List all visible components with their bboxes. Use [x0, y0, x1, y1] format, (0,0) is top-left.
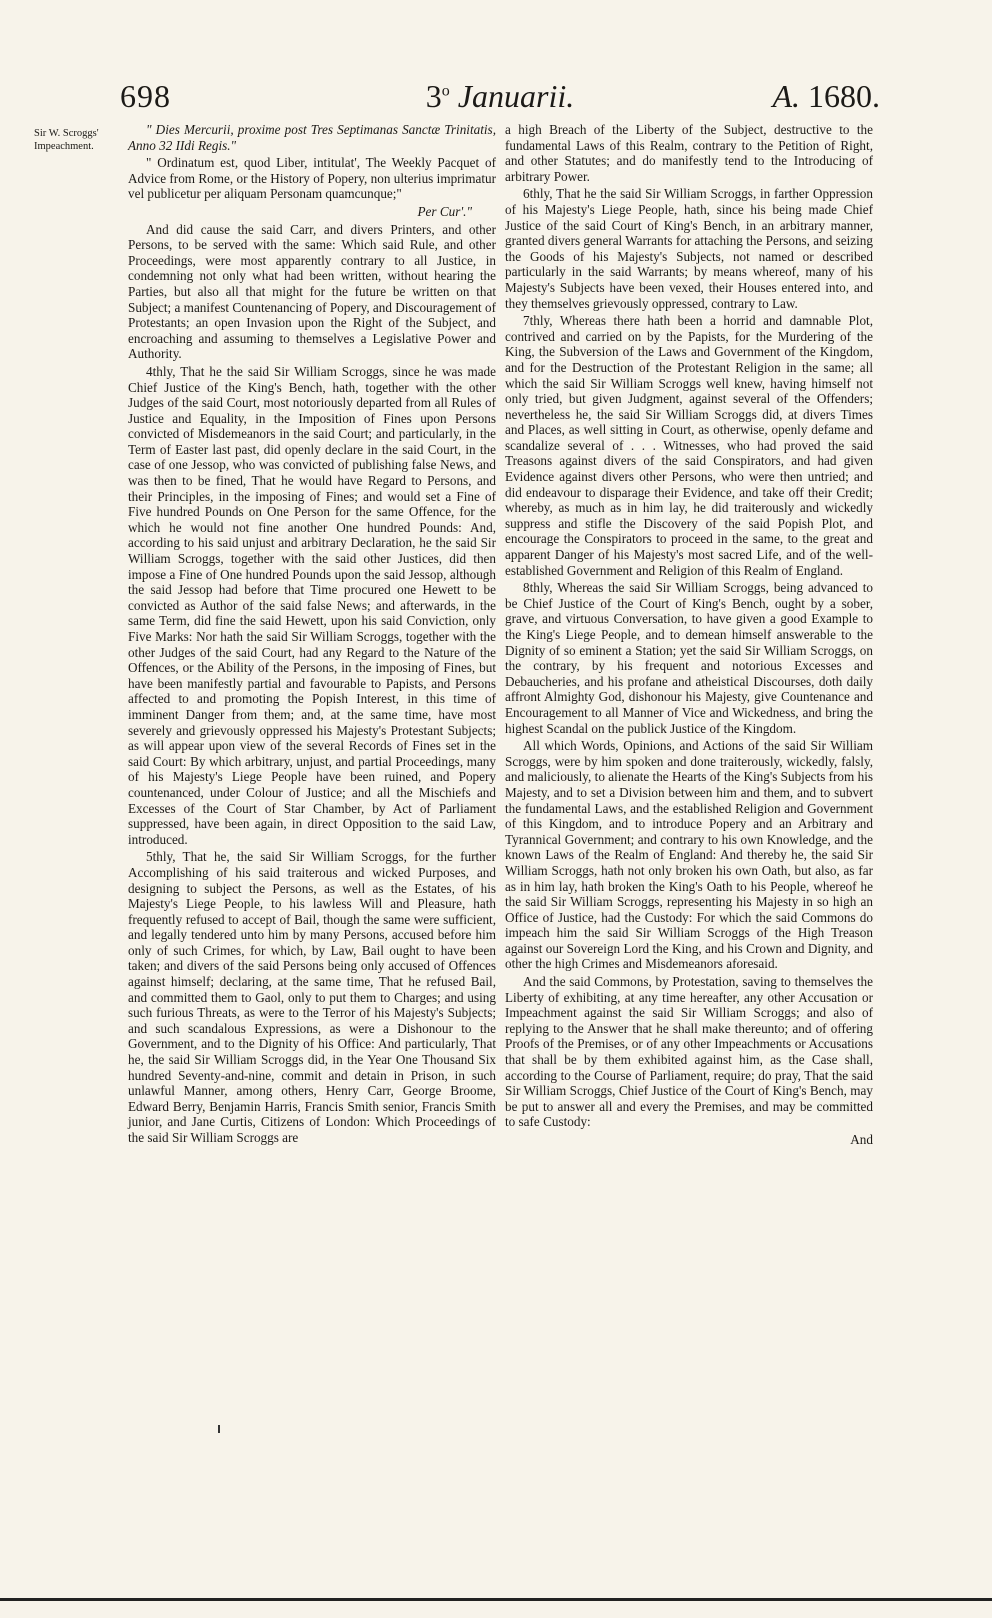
- date-month: Januarii.: [457, 78, 575, 114]
- right-column: [505, 122, 873, 1148]
- paragraph: 6thly, That he the said Sir William Scroggs, in farther Oppression of his Majesty's Liege People, hath, since his being made Chief Justice of the said Court of King's Bench, in an arbitrary manner, granted divers general Warrants for attaching the Persons, and seizing the Goods of his Majesty's Subjects, not named or described particularly in the said Warrants; by means whereof, many of his Majesty's Subjects have been vexed, their Houses entered into, and they themselves grievously oppressed, contrary to Law.: [505, 186, 873, 311]
- paragraph: " Ordinatum est, quod Liber, intitulat', The Weekly Pacquet of Advice from Rome, or the History of Popery, non ulterius imprimatur vel publicetur per aliquam Personam quamcunque;": [128, 155, 496, 202]
- paragraph: 8thly, Whereas the said Sir William Scroggs, being advanced to be Chief Justice of the Court of King's Bench, ought by a sober, grave, and virtuous Conversation, to have given a good Example to the King's Liege People, and to demean himself answerable to the Dignity of so eminent a Station; yet the said Sir William Scroggs, on the contrary, by his frequent and notorious Excesses and Debaucheries, and his profane and atheistical Discourses, doth daily affront Almighty God, dishonour his Majesty, give Countenance and Encouragement to all Manner of Vice and Wickedness, and bring the highest Scandal on the publick Justice of the Kingdom.: [505, 580, 873, 736]
- date-sup: o: [441, 82, 450, 100]
- paragraph: All which Words, Opinions, and Actions of the said Sir William Scroggs, were by him spoken and done traiterously, wickedly, falsly, and maliciously, to alienate the Hearts of the King's Subjects from his Majesty, and to set a Division between him and them, and to subvert the fundamental Laws, and the established Religion and Government of this Kingdom, and to introduce Popery and an Arbitrary and Tyrannical Government; and contrary to his own Knowledge, and the known Laws of the Realm of England: And thereby he, the said Sir William Scroggs, hath not only broken his own Oath, but also, as far as in him lay, hath broken the King's Oath to his People, whereof he the said Sir William Scroggs, representing his Majesty in so high an Office of Justice, had the Custody: For which the said Commons do impeach him the said Sir William Scroggs of the High Treason against our Sovereign Lord the King, and his Crown and Dignity, and other the high Crimes and Misdemeanors aforesaid.: [505, 738, 873, 972]
- page-number: 698: [120, 78, 171, 114]
- catchword: And: [850, 1132, 873, 1147]
- print-mark: [218, 1425, 220, 1433]
- paragraph: " Dies Mercurii, proxime post Tres Septimanas Sanctæ Trinitatis, Anno 32 IIdi Regis.": [128, 122, 496, 153]
- paragraph: And the said Commons, by Protestation, saving to themselves the Liberty of exhibiting, at any time hereafter, any other Accusation or Impeachment against the said Sir William Scroggs; and also of replying to the Answer that he shall make thereunto; and of offering Proofs of the Premises, or of any other Impeachments or Accusations that shall be by them exhibited against him, as the Case shall, according to the Course of Parliament, require; do pray, That the said Sir William Scroggs, Chief Justice of the Court of King's Bench, may be put to answer all and every the Premises, and may be committed to safe Custody:: [505, 974, 873, 1130]
- year-number: 1680.: [808, 78, 880, 114]
- year-letter: A.: [772, 78, 800, 114]
- margin-note: Sir W. Scroggs' Impeachment.: [34, 128, 99, 152]
- header-date: [120, 78, 880, 115]
- left-column: [128, 122, 496, 1148]
- paragraph: a high Breach of the Liberty of the Subject, destructive to the fundamental Laws of this Realm, contrary to the Petition of Right, and other Statutes; and do manifestly tend to the Introducing of arbitrary Power.: [505, 122, 873, 184]
- page-header: [120, 78, 880, 118]
- header-year: [772, 78, 880, 115]
- paragraph: 5thly, That he, the said Sir William Scroggs, for the further Accomplishing of his said traiterous and wicked Purposes, and designing to subject the Persons, as well as the Estates, of his Majesty's Liege People, to his lawless Will and Pleasure, hath frequently refused to accept of Bail, though the same were sufficient, and legally tendered unto him by many Persons, accused before him only of such Crimes, for which, by Law, Bail ought to have been taken; and divers of the said Persons being only accused of Offences against himself; declaring, at the same time, That he refused Bail, and committed them to Gaol, only to put them to Charges; and using such furious Threats, as were to the Terror of his Majesty's Subjects; and such scandalous Expressions, as were a Dishonour to the Government, and to the Dignity of his Office: And particularly, That he, the said Sir William Scroggs did, in the Year One Thousand Six hundred Seventy-and-nine, commit and detain in Prison, in such unlawful Manner, among others, Henry Carr, George Broome, Edward Berry, Benjamin Harris, Francis Smith senior, Francis Smith junior, and Jane Curtis, Citizens of London: Which Proceedings of the said Sir William Scroggs are: [128, 849, 496, 1145]
- paragraph: And did cause the said Carr, and divers Printers, and other Persons, to be served with the same: Which said Rule, and other Proceedings, were most apparently contrary to all Justice, in condemning not only what had been written, without hearing the Parties, but also all that might for the future be written on that Subject; a manifest Countenancing of Popery, and Discouragement of Protestants; an open Invasion upon the Right of the Subject, and encroaching and assuming to themselves a Legislative Power and Authority.: [128, 221, 496, 362]
- paragraph: 4thly, That he the said Sir William Scroggs, since he was made Chief Justice of the King's Bench, hath, together with the other Judges of the said Court, most notoriously departed from all Rules of Justice and Equality, in the Imposition of Fines upon Persons convicted of Misdemeanors in the said Court; and particularly, in the Term of Easter last past, did openly declare in the said Court, in the case of one Jessop, who was convicted of publishing false News, and was then to be fined, That he would have Regard to Persons, and their Principles, in the imposing of Fines; and would set a Fine of Five hundred Pounds on One Person for the same Offence, for the which he would not fine another One hundred Pounds: And, according to his said unjust and arbitrary Declaration, he the said Sir William Scroggs, together with the said other Justices, did then impose a Fine of One hundred Pounds upon the said Jessop, although the said Jessop had before that Time procured one Hewett to be convicted as Author of the said false News; and afterwards, in the same Term, did fine the said Hewett, upon his said Conviction, only Five Marks: Nor hath the said Sir William Scroggs, together with the other Judges of the said Court, had any Regard to the Nature of the Offences, or the Ability of the Persons, in the imposing of Fines, but have been manifestly partial and favourable to Papists, and Persons affected to and promoting the Popish Interest, in this time of imminent Danger from them; and, at the same time, have most severely and grievously oppressed his Majesty's Protestant Subjects; as will appear upon view of the several Records of Fines set in the said Court: By which arbitrary, unjust, and partial Proceedings, many of his Majesty's Liege People have been ruined, and Popery countenanced, under Colour of Justice; and all the Mischiefs and Excesses of the Court of Star Chamber, by Act of Parliament suppressed, have been again, in direct Opposition to the said Law, introduced.: [128, 363, 496, 847]
- date-day: 3: [425, 78, 442, 114]
- paragraph: Per Cur'.": [417, 203, 472, 219]
- paragraph: 7thly, Whereas there hath been a horrid and damnable Plot, contrived and carried on by the Papists, for the Murdering of the King, the Subversion of the Laws and Government of the Kingdom, and for the Destruction of the Protestant Religion in the same; all which the said Sir William Scroggs well knew, having himself not only tried, but given Judgment, against several of the Offenders; nevertheless he, the said Sir William Scroggs did, at divers Times and Places, as well sitting in Court, as otherwise, openly defame and scandalize several of . . . Witnesses, who had proved the said Treasons against divers of the said Conspirators, and had given Evidence against divers other Persons, who were then untried; and did endeavour to disparage their Evidence, and take off their Credit; whereby, as much as in him lay, he did traiterously and wickedly suppress and stifle the Discovery of the said Popish Plot, and encourage the Conspirators to proceed in the same, to the great and apparent Danger of his Majesty's most sacred Life, and of the well-established Government and Religion of this Realm of England.: [505, 313, 873, 578]
- bottom-rule: [0, 1598, 992, 1601]
